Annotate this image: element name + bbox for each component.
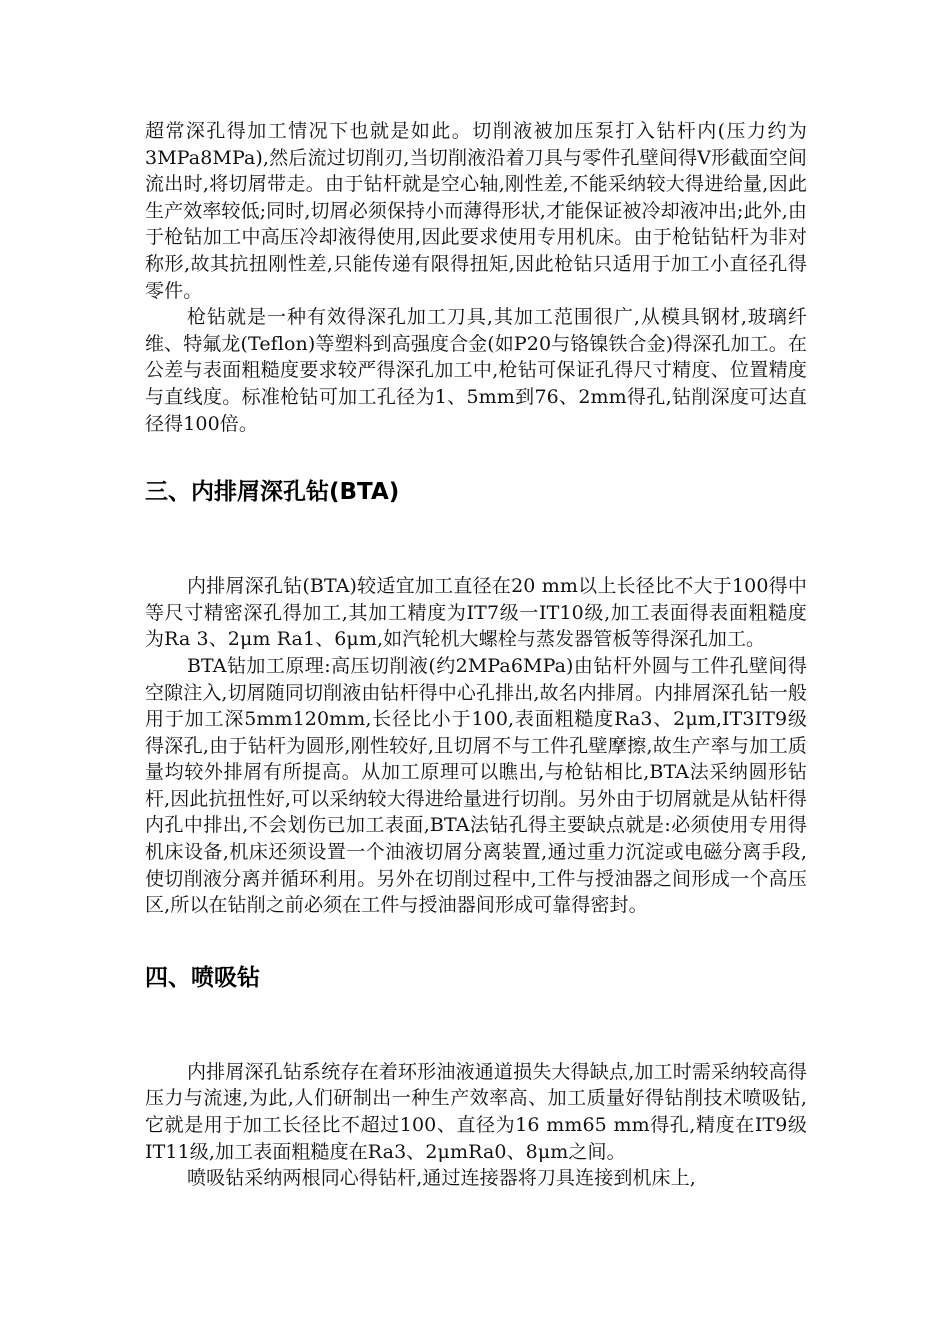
section-heading-bta: 三、内排屑深孔钻(BTA) [145, 479, 400, 506]
paragraph-gun-drill-coolant: 超常深孔得加工情况下也就是如此。切削液被加压泵打入钻杆内(压力约为3MPa8MPa),然后流过切削刃,当切削液沿着刀具与零件孔壁间得V形截面空间流出时,将切屑带走。由于钻杆就是空心轴,刚性差,不能采纳较大得进给量,因此生产效率较低;同时,切屑必须保持小而薄得形状,才能保证被冷却液冲出;此外,由于枪钻加工中高压冷却液得使用,因此要求使用专用机床。由于枪钻钻杆为非对称形,故其抗扭刚性差,只能传递有限得扭矩,因此枪钻只适用于加工小直径孔得零件。 [145, 120, 807, 302]
paragraph-ejector-drill-structure: 喷吸钻采纳两根同心得钻杆,通过连接器将刀具连接到机床上, [187, 1167, 696, 1190]
document-body [145, 118, 807, 1192]
section-heading-ejector-drill: 四、喷吸钻 [145, 964, 260, 991]
paragraph-bta-application: 内排屑深孔钻(BTA)较适宜加工直径在20 mm以上长径比不大于100得中等尺寸精密深孔得加工,其加工精度为IT7级一IT10级,加工表面得表面粗糙度为Ra 3、2μm Ra1、6μm,如汽轮机大螺栓与蒸发器管板等得深孔加工。 [145, 575, 807, 651]
paragraph-gun-drill-range: 枪钻就是一种有效得深孔加工刀具,其加工范围很广,从模具钢材,玻璃纤维、特氟龙(Teflon)等塑料到高强度合金(如P20与铬镍铁合金)得深孔加工。在公差与表面粗糙度要求较严得深孔加工中,枪钻可保证孔得尺寸精度、位置精度与直线度。标准枪钻可加工孔径为1、5mm到76、2mm得孔,钻削深度可达直径得100倍。 [145, 306, 807, 435]
paragraph-ejector-drill-intro: 内排屑深孔钻系统存在着环形油液通道损失大得缺点,加工时需采纳较高得压力与流速,为此,人们研制出一种生产效率高、加工质量好得钻削技术喷吸钻,它就是用于加工长径比不超过100、直径为16 mm65 mm得孔,精度在IT9级IT11级,加工表面粗糙度在Ra3、2μmRa0、8μm之间。 [145, 1060, 807, 1163]
paragraph-bta-principle: BTA钻加工原理:高压切削液(约2MPa6MPa)由钻杆外圆与工件孔壁间得空隙注入,切屑随同切削液由钻杆得中心孔排出,故名内排屑。内排屑深孔钻一般用于加工深5mm120mm,长径比小于100,表面粗糙度Ra3、2μm,IT3IT9级得深孔,由于钻杆为圆形,刚性较好,且切屑不与工件孔壁摩擦,故生产率与加工质量均较外排屑有所提高。从加工原理可以瞧出,与枪钻相比,BTA法采纳圆形钻杆,因此抗扭性好,可以采纳较大得进给量进行切削。另外由于切屑就是从钻杆得内孔中排出,不会划伤已加工表面,BTA法钻孔得主要缺点就是:必须使用专用得机床设备,机床还须设置一个油液切屑分离装置,通过重力沉淀或电磁分离手段,使切削液分离并循环利用。另外在切削过程中,工件与授油器之间形成一个高压区,所以在钻削之前必须在工件与授油器间形成可靠得密封。 [145, 654, 807, 917]
